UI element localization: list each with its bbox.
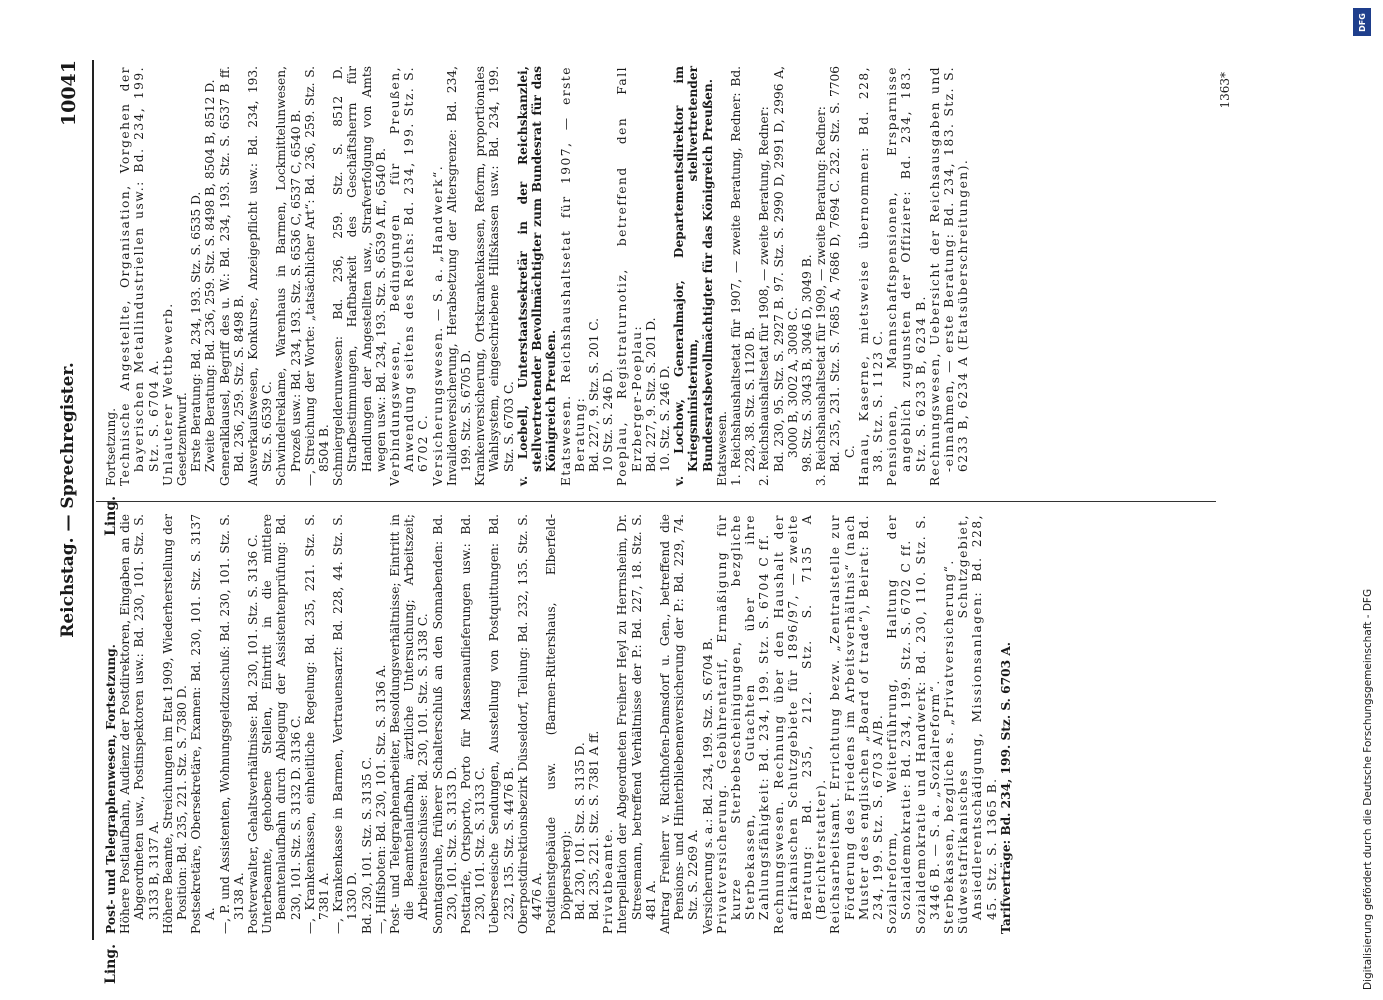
index-entry: Bd. 230, 101. Stz. S. 3135 C. — [359, 756, 374, 934]
index-entry: Südwestafrikanisches Schutzgebiet, Ansiedlerentschädigung, Missionsanlagen: Bd. 228, 45. Stz. S. 1365 B. — [956, 514, 999, 934]
index-entry: Fortsetzung. — [104, 407, 118, 486]
index-entry: Etatswesen. Reichshaushaltsetat für 1907, — erste Beratung: — [558, 66, 587, 486]
dfg-logo — [1353, 8, 1371, 36]
index-entry: Rechnungswesen. Rechnung über den Haushalt der afrikanischen Schutzgebiete für 1896/97, — zweite Beratung: Bd. 235, 212. Stz. S. 7135 A (Berichterstatter). — [771, 514, 829, 934]
index-entry: Postverwalter, Gehaltsverhältnisse: Bd. 230, 101. Stz. S. 3136 C. — [246, 534, 261, 934]
index-entry: Sozialreform, Weiterführung, Haltung der Sozialdemokratie: Bd. 234, 199. Stz. S. 6702 C ff. — [885, 514, 914, 934]
index-entry: —, P. und Assistenten, Wohnungsgeldzuschuß: Bd. 230, 101. Stz. S. 3138 A. — [217, 514, 246, 934]
footnote-mark: 1363* — [1218, 72, 1232, 109]
index-entry: Unterbeamte, gehobene Stellen, Eintritt in die mittlere Beamtenlaufbahn durch Ablegung der Assistentenprüfung: Bd. 230, 101. Stz. S. 3132 D. 3136 C. — [260, 514, 303, 934]
index-entry: 1. Reichshaushaltsetat für 1907, — zweite Beratung, Redner: Bd. 228, 38. Stz. S. 1120 B. — [728, 66, 758, 486]
left-column-label: Ling. — [103, 943, 119, 984]
index-entry: Sonntagsruhe, früherer Schalterschluß an den Sonnabenden: Bd. 230, 101. Stz. S. 3133 D. — [430, 514, 459, 934]
index-entry: Postdienstgebäude usw. (Barmen-Rittershaus, Elberfeld-Döppersberg): — [544, 514, 573, 934]
index-entry: Interpellation der Abgeordneten Freiherr Heyl zu Herrnsheim, Dr. Stresemann, betreffend Verhältnisse der P.: Bd. 227, 18. Stz. S. 481 A. — [615, 514, 658, 934]
index-entry: Poeplau, Registraturnotiz, betreffend den Fall Erzberger-Poeplau: — [615, 66, 644, 486]
right-column — [103, 66, 971, 536]
index-entry: Höhere Beamte, Streichungen im Etat 1909, Wiederherstellung der Position: Bd. 235, 221. Stz. S. 7380 D. — [160, 514, 190, 934]
index-entry: Invalidenversicherung, Herabsetzung der Altersgrenze: Bd. 234, 199. Stz. S. 6705 D. — [444, 66, 474, 486]
index-entry: Rechnungswesen, Uebersicht der Reichsausgaben und -einnahmen, — erste Beratung: Bd. 234, 183. Stz. S. 6233 B, 6234 A (Etatsüberschreitungen). — [927, 66, 971, 486]
index-entry: Post- und Telegraphenwesen, Fortsetzung. — [104, 644, 118, 934]
index-entry: Posttarife, Ortsporto, Porto für Massenauflieferungen usw.: Bd. 230, 101. Stz. S. 3133 C. — [459, 514, 488, 934]
index-entry: Antrag Freiherr v. Richthofen-Damsdorf u. Gen., betreffend die Pensions- und Hinterbliebenenversicherung der P.: Bd. 229, 74. Stz. S. 2269 A. — [657, 514, 701, 934]
index-entry: Ausverkaufswesen, Konkurse, Anzeigepflicht usw.: Bd. 234, 193. Stz. S. 6539 C. — [246, 66, 275, 486]
index-entry: —, Krankenkasse in Barmen, Vertrauensarzt: Bd. 228, 44. Stz. S. 1330 D. — [331, 514, 360, 934]
index-entry: Zweite Beratung: Bd. 236, 259. Stz. S. 8498 B, 8504 B, 8512 D. — [203, 79, 218, 472]
left-column — [103, 514, 1013, 984]
index-entry: Ueberseeische Sendungen, Ausstellung von Postquittungen: Bd. 232, 135. Stz. S. 4476 B. — [487, 514, 516, 934]
index-entry: —, Streichung der Worte: „tatsächlicher Art“: Bd. 236, 259. Stz. S. 8504 B. — [302, 66, 332, 486]
index-entry: Privatbeamte. — [601, 827, 616, 934]
header-rule — [92, 60, 94, 940]
index-entry: Bd. 230, 95. Stz. S. 2927 B. 97. Stz. S. 2990 D, 2991 D, 2996 A, 3000 B, 3002 A, 3008 C. — [771, 66, 800, 472]
index-entry: Höhere Postlaufbahn, Audienz der Postdirektoren, Eingaben an die Abgeordneten usw., Postinspektoren usw.: Bd. 230, 101. Stz. S. 3133 B, 3137 A. — [118, 514, 161, 934]
index-entry: Pensionen, Mannschaftspensionen, Ersparnisse angeblich zugunsten der Offiziere: Bd. 234, 183. Stz. S. 6233 B, 6234 B. — [885, 66, 928, 486]
index-entry: Versicherung s. a.: Bd. 234, 199. Stz. S. 6704 B. — [700, 637, 715, 934]
column-divider — [96, 501, 1216, 502]
index-entry: 10 Stz. S. 246 D. — [601, 369, 616, 472]
index-entry: Reichsarbeitsamt. Errichtung bezw. „Zentralstelle zur Förderung des Friedens im Arbeitsverhältnis“ (nach Muster des englischen „Board of trade“), Beirat: Bd. 234, 199. Stz. S. 6703 A/B. — [828, 514, 885, 934]
index-entry: Postsekretäre, Obersekretäre, Examen: Bd. 230, 101. Stz. S. 3137 A. — [189, 514, 218, 934]
index-entry: Bd. 227, 9. Stz. S. 201 C. — [586, 318, 601, 472]
digitization-note: Digitalisierung gefördert durch die Deutsche Forschungsgemeinschaft - DFG — [1362, 588, 1374, 990]
page-number: 10041 — [58, 60, 80, 127]
index-entry: Schwindelreklame, Warenhaus in Barmen, Lockmittelunwesen, Prozeß usw.: Bd. 234, 193. Stz. S. 6536 C, 6537 C, 6540 B. — [274, 66, 303, 486]
index-entry: Bd. 235, 231. Stz. S. 7685 A, 7686 D, 7694 C. 232. Stz. S. 7706 C. — [828, 66, 857, 472]
page-header — [58, 60, 88, 940]
index-entry: Unlauterer Wettbewerb. — [160, 302, 175, 486]
index-entry: —, Hilfsboten: Bd. 230, 101. Stz. S. 3136 A. — [373, 664, 388, 934]
index-entry: Technische Angestellte, Organisation, Vorgehen der bayerischen Metallindustriellen usw.: Bd. 234, 199. Stz. S. 6704 A. — [118, 66, 161, 486]
right-entries — [104, 66, 970, 486]
index-entry: Krankenversicherung, Ortskrankenkassen, Reform, proportionales Wahlsystem, eingeschriebene Hilfskassen usw.: Bd. 234, 199. Stz. S. 6703 C. — [473, 66, 516, 486]
index-entry: v. Lochow, Generalmajor, Departementsdirektor im Kriegsministerium, stellvertretender Bundesratsbevollmächtigter für das Königreich Preußen. — [672, 66, 715, 486]
index-entry: Schmiergelderunwesen: Bd. 236, 259. Stz. S. 8512 D. Strafbestimmungen, Haftbarkeit des Geschäftsherrn für Handlungen der Angestellten usw., Strafverfolgung von Amts wegen usw.: Bd. 234, 193. Stz. S. 6539 A ff., 6540 B. — [331, 66, 388, 486]
index-entry: 10. Stz. S. 246 D. — [657, 365, 672, 472]
index-entry: Versicherungswesen. — S. a. „Handwerk“. — [430, 164, 445, 486]
index-entry: 3. Reichshaushaltsetat für 1909, — zweite Beratung: Redner: — [814, 106, 829, 486]
index-entry: Gesetzentwurf. — [175, 392, 190, 486]
index-entry: Erste Beratung: Bd. 234, 193. Stz. S. 6535 D. — [189, 191, 204, 472]
index-entry: Sterbekassen, bezgliche s. „Privatversicherung“. — [941, 559, 956, 934]
page-title: Reichstag. — Sprechregister. — [58, 362, 78, 638]
index-entry: Oberpostdirektionsbezirk Düsseldorf, Teilung: Bd. 232, 135. Stz. S. 4476 A. — [515, 514, 545, 934]
index-entry: Generalklausel, Begriff des u. W.: Bd. 234, 193. Stz. S. 6537 B ff. Bd. 236, 259. Stz. S. 8498 B. — [217, 66, 246, 486]
index-entry: 98. Stz. S. 3043 B, 3046 D, 3049 B. — [799, 254, 814, 472]
index-entry: v. Loebell, Unterstaatssekretär in der Reichskanzlei, stellvertretender Bevollmächtigter zum Bundesrat für das Königreich Preußen. — [515, 66, 559, 486]
right-column-label: Ling. — [103, 495, 119, 536]
index-entry: Tarifverträge: Bd. 234, 199. Stz. S. 6703 A. — [998, 641, 1013, 934]
index-entry: Post- und Telegraphenarbeiter, Besoldungsverhältnisse; Eintritt in die Beamtenlaufbahn, ärztliche Untersuchung; Arbeitszeit; Arbeiterausschüsse: Bd. 230, 101. Stz. S. 3138 C. — [388, 514, 431, 934]
index-entry: Privatversicherung. Gebührentarif, Ermäßigung für kurze Sterbebescheinigungen, bezgliche Sterbekassen, Gutachten über ihre Zahlungsfähigkeit: Bd. 234, 199. Stz. S. 6704 C ff. — [714, 514, 772, 934]
dfg-logo-text: DFG — [1357, 12, 1367, 32]
index-entry: Bd. 235, 221. Stz. S. 7381 A ff. — [586, 730, 601, 920]
left-entries — [104, 514, 1013, 934]
index-entry: —, Krankenkassen, einheitliche Regelung: Bd. 235, 221. Stz. S. 7381 A. — [302, 514, 332, 934]
index-entry: Verbindungswesen, Bedingungen für Preußen, Anwendung seitens des Reichs: Bd. 234, 199. Stz. S. 6702 C. — [388, 66, 431, 486]
index-entry: Etatswesen. — [714, 410, 729, 486]
index-entry: Bd. 230, 101. Stz. S. 3135 D. — [572, 742, 587, 920]
index-entry: Bd. 227, 9. Stz. S. 201 D. — [643, 317, 658, 472]
index-entry: Hanau, Kaserne, mietsweise übernommen: Bd. 228, 38. Stz. S. 1123 C. — [856, 66, 885, 486]
index-entry: 2. Reichshaushaltsetat für 1908, — zweite Beratung, Redner: — [757, 106, 772, 486]
index-entry: Sozialdemokratie und Handwerk: Bd. 230, 110. Stz. S. 3446 B. — S. a. „Sozialreform“. — [913, 514, 942, 934]
